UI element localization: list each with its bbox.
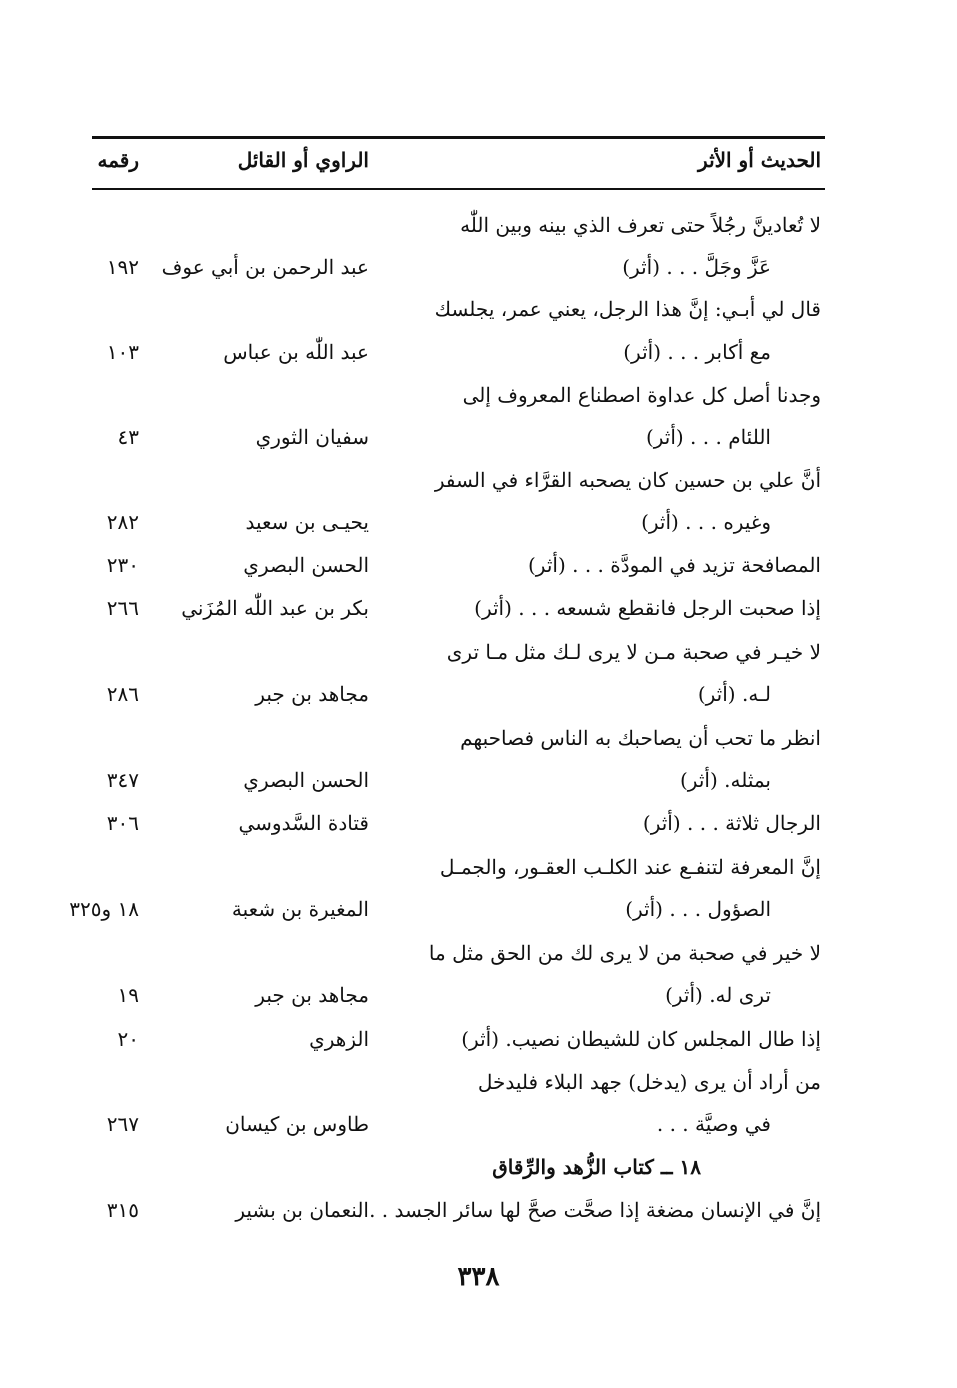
narrator: الزهري <box>309 1027 369 1051</box>
narrator: المغيرة بن شعبة <box>231 897 369 921</box>
hadith-text: لا تُعادينَّ رجُلاً حتى تعرف الذي بينه وبين اللّٰه <box>460 213 821 237</box>
header-hadith: الحديث أو الأثر <box>698 148 821 172</box>
narrator: سفيان الثوري <box>255 425 369 449</box>
reference-number: ٢٠ <box>117 1027 139 1051</box>
hadith-text-continued: وغيره . . . (أثر) <box>641 510 771 534</box>
narrator: عبد اللّٰه بن عباس <box>223 340 369 364</box>
narrator: الحسن البصري <box>243 768 369 792</box>
header-rule <box>92 188 825 190</box>
hadith-text: لا خيـر في صحبة مـن لا يرى لـك مثل مـا ترى <box>446 640 821 664</box>
narrator: طاوس بن كيسان <box>225 1112 369 1136</box>
reference-number: ١٠٣ <box>106 340 139 364</box>
hadith-text: إذا صحبت الرجل فانقطع شسعه . . . (أثر) <box>474 596 821 620</box>
reference-number: ١٩ <box>117 983 139 1007</box>
hadith-text-continued: اللئام . . . (أثر) <box>645 425 771 449</box>
reference-number: ٢٦٧ <box>106 1112 139 1136</box>
reference-number: ٤٣ <box>117 425 139 449</box>
header-narrator: الراوي أو القائل <box>237 148 369 172</box>
hadith-text: انظر ما تحب أن يصاحبك به الناس فصاحبهم <box>460 726 821 750</box>
top-rule <box>92 136 825 139</box>
narrator: الحسن البصري <box>243 553 369 577</box>
hadith-text: إنَّ في الإنسان مضغة إذا صحَّت صحَّ لها سائر الجسد . . . <box>356 1198 821 1222</box>
reference-number: ٢٦٦ <box>106 596 139 620</box>
section-heading: ١٨ ــ كتاب الزُّهد والرِّقاق <box>492 1155 701 1179</box>
narrator: النعمان بن بشير <box>235 1198 369 1222</box>
reference-number: ٢٨٦ <box>106 682 139 706</box>
hadith-text: أنَّ علي بن حسين كان يصحبه القرَّاء في السفر <box>434 468 821 492</box>
page-number: ٣٣٨ <box>457 1262 500 1292</box>
hadith-text-continued: في وصيَّة . . . <box>656 1112 771 1136</box>
narrator: مجاهد بن جبر <box>255 682 369 706</box>
hadith-text-continued: عَزَّ وجَلَّ . . . (أثر) <box>622 255 771 279</box>
reference-number: ٢٣٠ <box>106 553 139 577</box>
narrator: يحيـى بن سعيد <box>245 510 369 534</box>
narrator: بكر بن عبد اللّٰه المُزَني <box>181 596 369 620</box>
hadith-text: لا خير في صحبة من لا يرى لك من الحق مثل ما <box>428 941 821 965</box>
narrator: قتادة السَّدوسي <box>238 811 369 835</box>
hadith-text-continued: بمثله. (أثر) <box>680 768 771 792</box>
reference-number: ٢٨٢ <box>106 510 139 534</box>
reference-number: ٣٠٦ <box>106 811 139 835</box>
hadith-text-continued: ترى له. (أثر) <box>665 983 771 1007</box>
hadith-text: وجدنا أصل كل عداوة اصطناع المعروف إلى <box>462 383 821 407</box>
hadith-text-continued: مع أكابر . . . (أثر) <box>623 340 771 364</box>
hadith-text: إذا طال المجلس كان للشيطان نصيب. (أثر) <box>461 1027 821 1051</box>
header-number: رقمه <box>97 148 139 172</box>
hadith-text: قال لي أبـي: إنَّ هذا الرجل، يعني عمر، يجلسك <box>434 297 821 321</box>
reference-number: ١٨ و٣٢٥ <box>69 897 139 921</box>
hadith-text: من أراد أن يرى (يدخل) جهد البلاء فليدخل <box>477 1070 821 1094</box>
hadith-text-continued: لـه. (أثر) <box>697 682 771 706</box>
hadith-text: الرجال ثلاثة . . . (أثر) <box>642 811 821 835</box>
reference-number: ١٩٢ <box>106 255 139 279</box>
hadith-text: إنَّ المعرفة لتنفـع عند الكلـب العقـور، والجمـل <box>439 855 821 879</box>
narrator: مجاهد بن جبر <box>255 983 369 1007</box>
narrator: عبد الرحمن بن أبي عوف <box>161 255 369 279</box>
hadith-text-continued: الصؤول . . . (أثر) <box>625 897 771 921</box>
reference-number: ٣٤٧ <box>106 768 139 792</box>
hadith-text: المصافحة تزيد في المودَّة . . . (أثر) <box>527 553 821 577</box>
reference-number: ٣١٥ <box>106 1198 139 1222</box>
